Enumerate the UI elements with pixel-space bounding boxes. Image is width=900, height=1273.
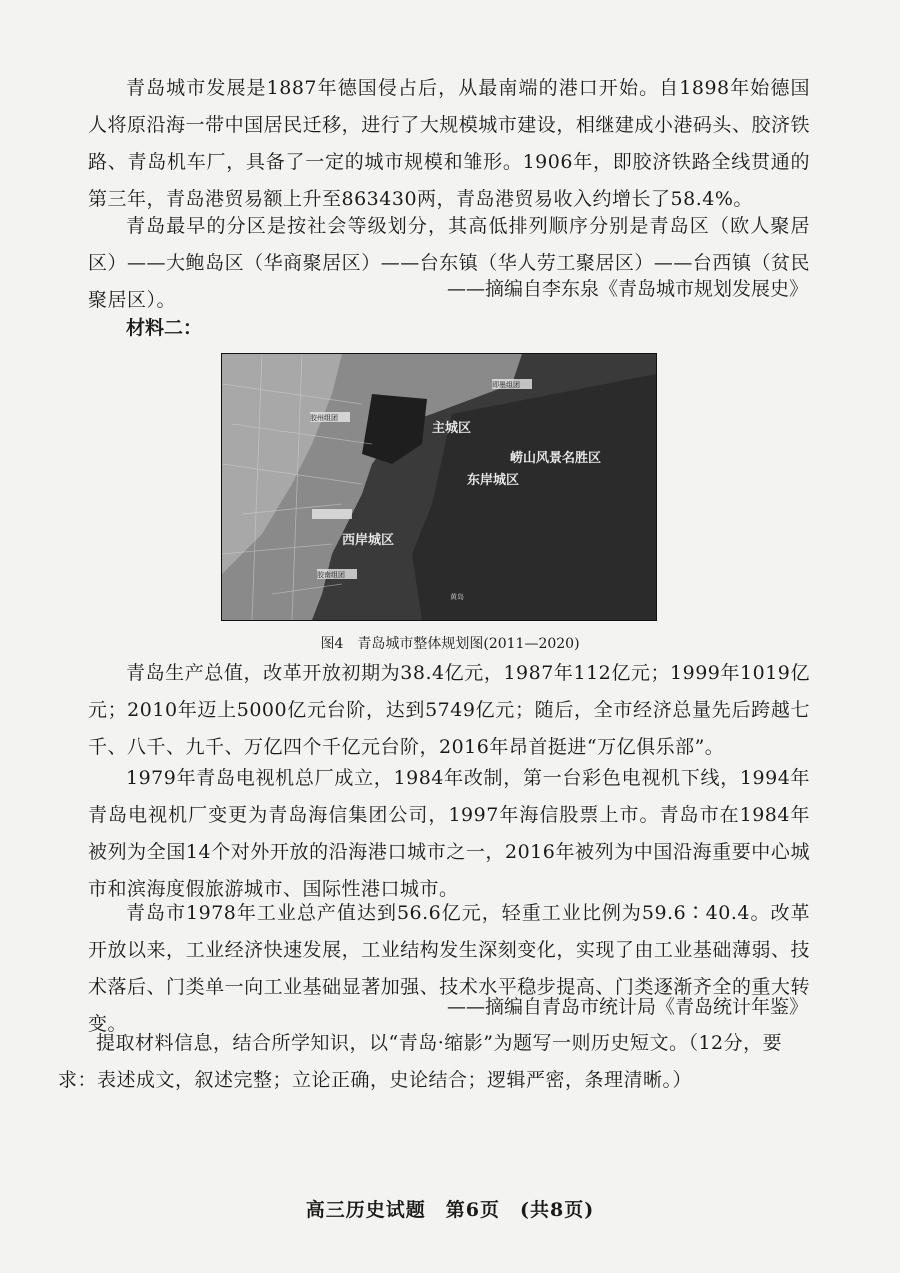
material1-paragraph-1: 青岛城市发展是1887年德国侵占后，从最南端的港口开始。自1898年始德国人将原沿海一带中国居民迁移，进行了大规模城市建设，相继建成小港码头、胶济铁路、青岛机车厂，具备了一定的城市规模和雏形。1906年，即胶济铁路全线贯通的第三年，青岛港贸易额上升至863430两，青岛港贸易收入约增长了58.4%。 — [88, 77, 810, 210]
material2-label: 材料二： — [126, 317, 203, 339]
material1-paragraph-2: 青岛最早的分区是按社会等级划分，其高低排列顺序分别是青岛区（欧人聚居区）——大鲍岛区（华商聚居区）——台东镇（华人劳工聚居区）——台西镇（贫民聚居区）。 — [88, 215, 810, 311]
map-label-east: 东岸城区 — [467, 473, 520, 488]
map-label-laoshan: 崂山风景名胜区 — [510, 451, 602, 466]
map-label-jimo: 即墨组团 — [492, 381, 520, 389]
map-caption: 图4 青岛城市整体规划图(2011—2020) — [320, 636, 580, 652]
material2-paragraph-1: 青岛生产总值，改革开放初期为38.4亿元，1987年112亿元；1999年1019亿元；2010年迈上5000亿元台阶，达到5749亿元；随后，全市经济总量先后跨越七千、八千、九千、万亿四个千亿元台阶，2016年昂首挺进“万亿俱乐部”。 — [88, 662, 810, 758]
map-label-yellow-island: 黄岛 — [450, 593, 464, 601]
map-label-west: 西岸城区 — [342, 533, 395, 548]
page-footer: 高三历史试题 第6页 (共8页) — [305, 1199, 595, 1221]
material2-paragraph-2: 1979年青岛电视机总厂成立，1984年改制，第一台彩色电视机下线，1994年青岛电视机厂变更为青岛海信集团公司，1997年海信股票上市。青岛市在1984年被列为全国14个对外开放的沿海港口城市之一，2016年被列为中国沿海重要中心城市和滨海度假旅游城市、国际性港口城市。 — [88, 767, 810, 900]
map-label-jiaonan: 胶南组团 — [317, 571, 345, 579]
qingdao-planning-map — [221, 353, 657, 621]
map-label-jiaozhou: 胶州组团 — [310, 414, 338, 422]
material1-source: ——摘编自李东泉《青岛城市规划发展史》 — [446, 278, 808, 300]
material2-paragraph-3: 青岛市1978年工业总产值达到56.6亿元，轻重工业比例为59.6∶40.4。改革开放以来，工业经济快速发展，工业结构发生深刻变化，实现了由工业基础薄弱、技术落后、门类单一向工业基础显著加强、技术水平稳步提高、门类逐渐齐全的重大转变。 — [88, 902, 810, 1035]
material2-source: ——摘编自青岛市统计局《青岛统计年鉴》 — [446, 996, 808, 1018]
map-label-north: 主城区 — [432, 421, 472, 436]
question-prompt: 提取材料信息，结合所学知识，以“青岛·缩影”为题写一则历史短文。（12分，要求：表述成文，叙述完整；立论正确，史论结合；逻辑严密，条理清晰。） — [58, 1032, 783, 1091]
